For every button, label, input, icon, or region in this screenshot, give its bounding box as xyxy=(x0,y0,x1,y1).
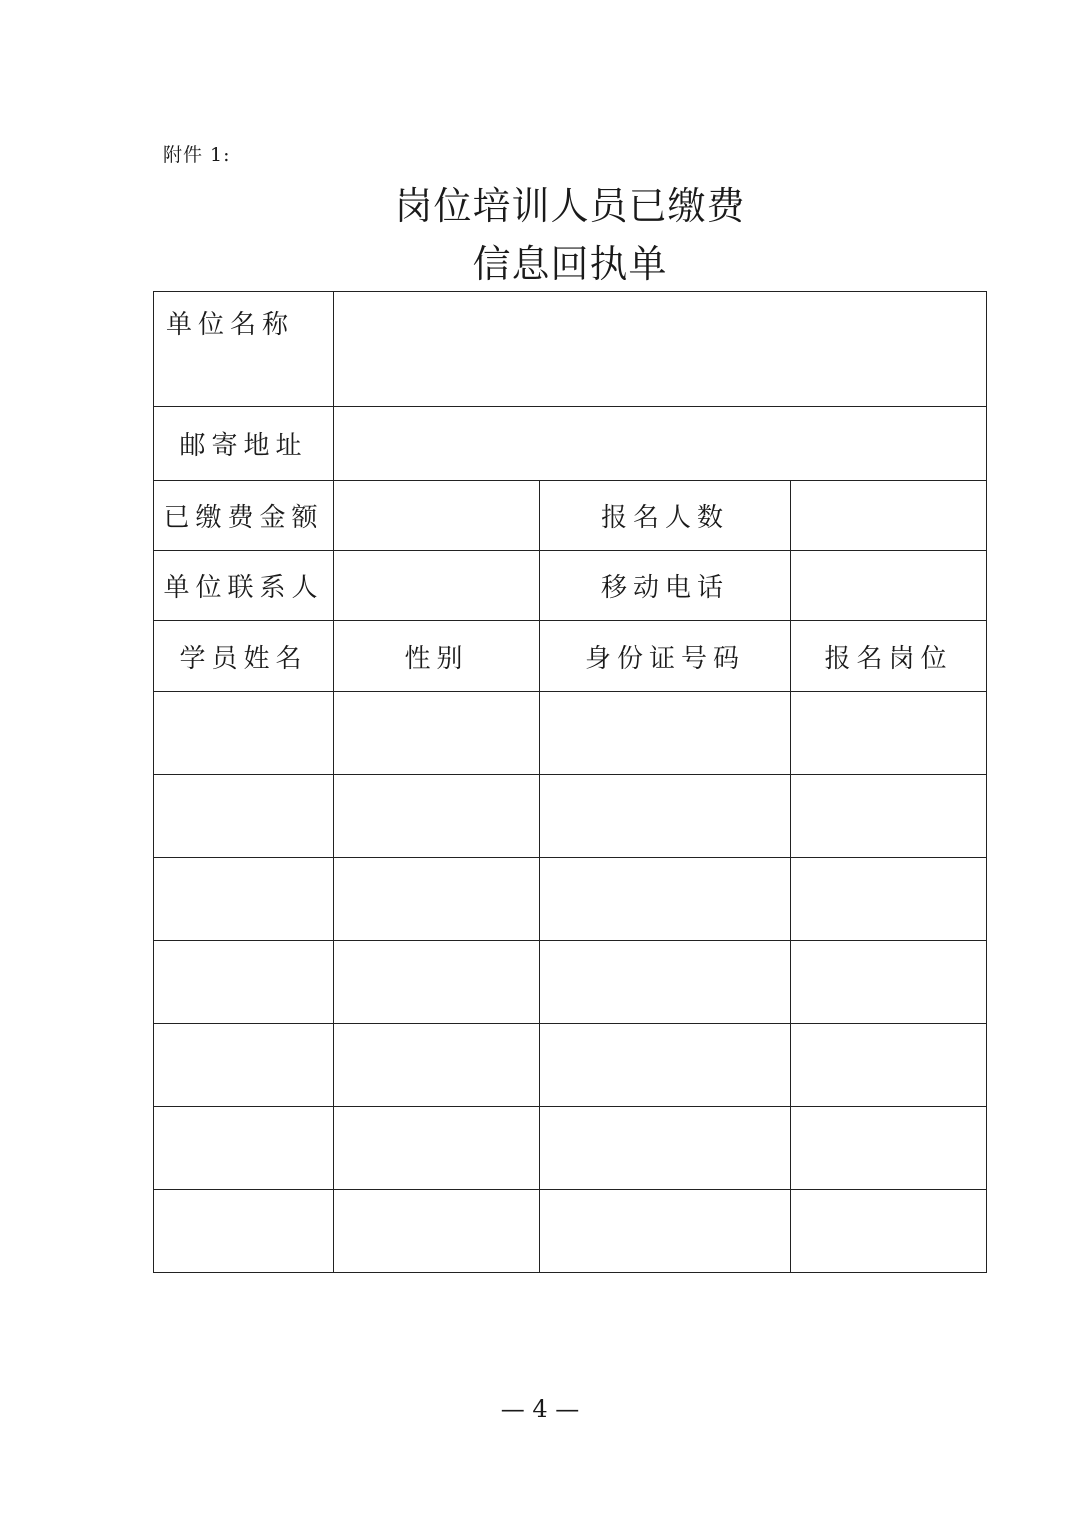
unit-name-field[interactable] xyxy=(334,292,987,407)
page-title-line-1: 岗位培训人员已缴费 xyxy=(394,184,746,228)
gender-cell[interactable] xyxy=(334,1024,540,1107)
attachment-label: 附件 1: xyxy=(163,144,231,166)
position-cell[interactable] xyxy=(791,1190,987,1273)
table-row xyxy=(154,1190,987,1273)
payment-receipt-form xyxy=(153,291,987,1273)
address-field[interactable] xyxy=(334,407,987,481)
table-row xyxy=(154,1107,987,1190)
applicants-count-field[interactable] xyxy=(791,481,987,551)
position-cell[interactable] xyxy=(791,858,987,941)
contact-row xyxy=(154,551,987,621)
student-name-cell[interactable] xyxy=(154,1024,334,1107)
column-header-gender: 性别 xyxy=(334,621,540,692)
table-row xyxy=(154,941,987,1024)
id-number-cell[interactable] xyxy=(540,1024,791,1107)
mobile-field[interactable] xyxy=(791,551,987,621)
gender-cell[interactable] xyxy=(334,1190,540,1273)
position-cell[interactable] xyxy=(791,692,987,775)
gender-cell[interactable] xyxy=(334,692,540,775)
id-number-cell[interactable] xyxy=(540,692,791,775)
position-cell[interactable] xyxy=(791,1024,987,1107)
position-cell[interactable] xyxy=(791,941,987,1024)
column-header-id-number: 身份证号码 xyxy=(540,621,791,692)
id-number-cell[interactable] xyxy=(540,941,791,1024)
unit-name-label: 单位名称 xyxy=(154,292,334,407)
id-number-cell[interactable] xyxy=(540,775,791,858)
unit-name-row xyxy=(154,292,987,407)
table-row xyxy=(154,775,987,858)
student-name-cell[interactable] xyxy=(154,858,334,941)
position-cell[interactable] xyxy=(791,775,987,858)
mobile-label: 移动电话 xyxy=(540,551,791,621)
page-title-line-2: 信息回执单 xyxy=(472,242,668,286)
address-label: 邮寄地址 xyxy=(154,407,334,481)
id-number-cell[interactable] xyxy=(540,858,791,941)
column-header-student-name: 学员姓名 xyxy=(154,621,334,692)
gender-cell[interactable] xyxy=(334,941,540,1024)
payment-row xyxy=(154,481,987,551)
paid-amount-field[interactable] xyxy=(334,481,540,551)
paid-amount-label: 已缴费金额 xyxy=(154,481,334,551)
contact-label: 单位联系人 xyxy=(154,551,334,621)
contact-field[interactable] xyxy=(334,551,540,621)
gender-cell[interactable] xyxy=(334,858,540,941)
student-name-cell[interactable] xyxy=(154,1107,334,1190)
student-name-cell[interactable] xyxy=(154,692,334,775)
applicants-count-label: 报名人数 xyxy=(540,481,791,551)
student-name-cell[interactable] xyxy=(154,941,334,1024)
student-name-cell[interactable] xyxy=(154,775,334,858)
address-row xyxy=(154,407,987,481)
column-header-position: 报名岗位 xyxy=(791,621,987,692)
position-cell[interactable] xyxy=(791,1107,987,1190)
table-row xyxy=(154,1024,987,1107)
gender-cell[interactable] xyxy=(334,1107,540,1190)
gender-cell[interactable] xyxy=(334,775,540,858)
table-row xyxy=(154,692,987,775)
id-number-cell[interactable] xyxy=(540,1190,791,1273)
page-number: — 4 — xyxy=(500,1395,580,1423)
student-name-cell[interactable] xyxy=(154,1190,334,1273)
id-number-cell[interactable] xyxy=(540,1107,791,1190)
table-row xyxy=(154,858,987,941)
student-header-row xyxy=(154,621,987,692)
